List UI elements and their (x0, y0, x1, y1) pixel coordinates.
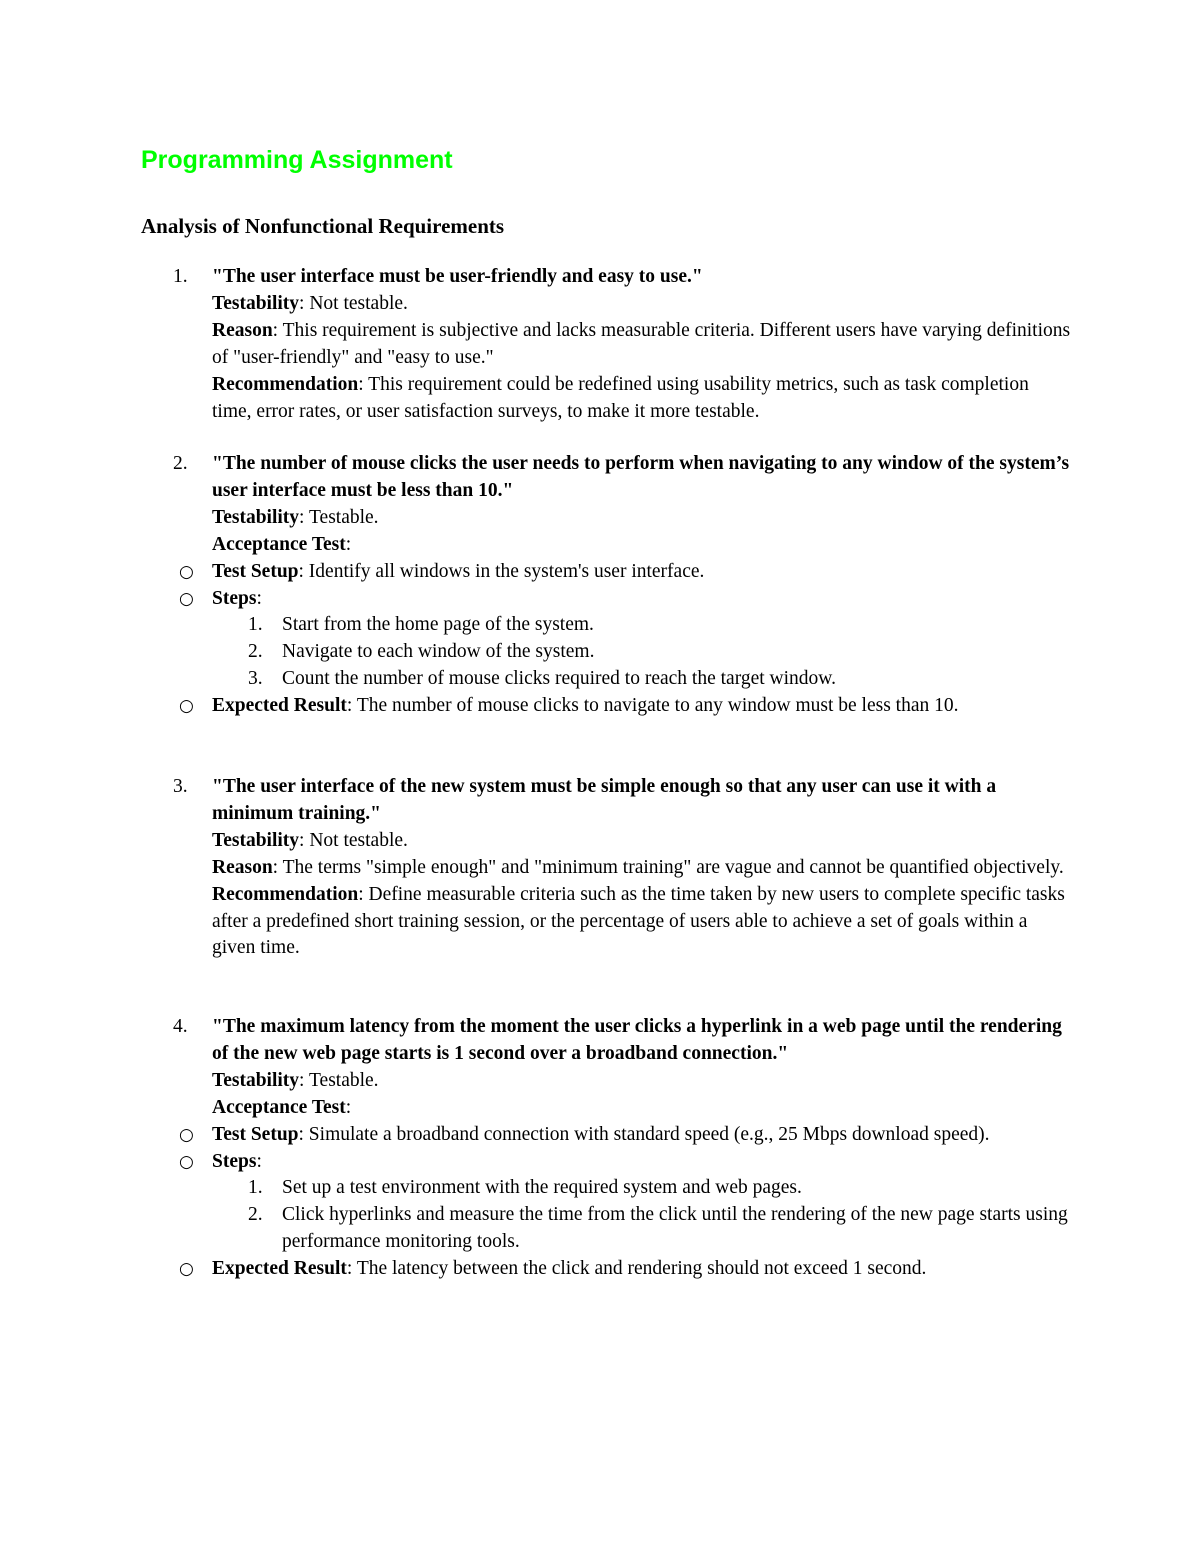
acceptance-test-colon: : (345, 533, 352, 555)
steps-bullet (141, 586, 1072, 613)
reason-label: Reason (212, 319, 273, 341)
recommendation-text: : This requirement could be redefined using usability metrics, such as task completion time, error rates, or user satisfaction surveys, to make it more testable. (212, 373, 1029, 422)
testability-value: : Not testable. (299, 292, 408, 314)
test-setup-text: : Identify all windows in the system's user interface. (298, 560, 705, 582)
acceptance-test-line (212, 1095, 1072, 1122)
expected-result-text: : The number of mouse clicks to navigate to any window must be less than 10. (346, 695, 959, 717)
circle-bullet-icon: ○ (179, 1259, 194, 1280)
testability-line (212, 1068, 1072, 1095)
testability-label: Testability (212, 506, 300, 528)
acceptance-test-label: Acceptance Test (212, 533, 346, 555)
expected-result-label: Expected Result (212, 695, 347, 717)
test-setup-label: Test Setup (212, 1123, 299, 1145)
steps-colon: : (256, 1150, 262, 1172)
testability-label: Testability (212, 1069, 300, 1091)
test-setup-text: : Simulate a broadband connection with standard speed (e.g., 25 Mbps download speed). (298, 1123, 990, 1145)
document-title: Programming Assignment (141, 146, 453, 174)
step-text: Navigate to each window of the system. (282, 641, 595, 663)
item-number: 2. (173, 453, 188, 474)
requirement-item-4 (173, 1014, 1072, 1283)
acceptance-test-line (212, 532, 1072, 559)
circle-bullet-icon: ○ (179, 561, 194, 582)
reason-line (212, 318, 1072, 372)
circle-bullet-icon: ○ (179, 1124, 194, 1145)
step-number: 2. (248, 641, 263, 663)
acceptance-test-colon: : (345, 1096, 352, 1118)
requirement-quote: "The user interface of the new system must be simple enough so that any user can use it with a minimum training." (212, 776, 997, 824)
expected-result-text: : The latency between the click and rendering should not exceed 1 second. (346, 1258, 927, 1280)
requirement-item-2 (173, 451, 1072, 720)
circle-bullet-icon: ○ (179, 588, 194, 609)
recommendation-line (212, 882, 1072, 963)
recommendation-text: : Define measurable criteria such as the time taken by new users to complete specific tasks after a predefined short training session, or the percentage of users able to achieve a set of goals within a given time. (212, 883, 1065, 959)
reason-text: : This requirement is subjective and lacks measurable criteria. Different users have varying definitions of "user-friendly" and "easy to use." (212, 319, 1071, 368)
circle-bullet-icon: ○ (179, 1151, 194, 1172)
step-item (141, 639, 1072, 666)
testability-value: : Testable. (299, 506, 379, 528)
step-number: 1. (248, 614, 263, 636)
item-number: 4. (173, 1016, 188, 1037)
test-setup-label: Test Setup (212, 560, 299, 582)
step-text: Start from the home page of the system. (282, 614, 594, 636)
step-number: 1. (248, 1177, 263, 1199)
section-heading: Analysis of Nonfunctional Requirements (141, 214, 505, 238)
test-setup-bullet (141, 559, 1072, 586)
testability-value: : Testable. (299, 1069, 379, 1091)
testability-line (212, 291, 1072, 318)
requirement-quote: "The number of mouse clicks the user needs to perform when navigating to any window of the system’s user interface must be less than 10." (212, 453, 1070, 501)
requirement-item-3 (173, 774, 1072, 962)
circle-bullet-icon: ○ (179, 696, 194, 717)
reason-text: : The terms "simple enough" and "minimum training" are vague and cannot be quantified objectively. (272, 856, 1064, 878)
step-item (141, 612, 1072, 639)
testability-label: Testability (212, 292, 300, 314)
steps-label: Steps (212, 1150, 257, 1172)
recommendation-line (212, 372, 1072, 426)
reason-label: Reason (212, 856, 273, 878)
steps-label: Steps (212, 587, 257, 609)
steps-colon: : (256, 587, 262, 609)
step-item (141, 666, 1072, 693)
step-item (141, 1175, 1072, 1202)
step-text: Set up a test environment with the required system and web pages. (282, 1177, 802, 1199)
testability-line (212, 828, 1072, 855)
expected-result-bullet (141, 693, 1072, 720)
item-number: 3. (173, 776, 188, 797)
testability-value: : Not testable. (299, 829, 408, 851)
reason-line (212, 855, 1072, 882)
requirement-quote: "The user interface must be user-friendly and easy to use." (212, 266, 703, 287)
expected-result-bullet (141, 1256, 1072, 1283)
step-text: Count the number of mouse clicks required to reach the target window. (282, 668, 836, 690)
step-item (141, 1202, 1072, 1256)
item-number: 1. (173, 266, 188, 287)
requirement-item-1 (173, 264, 1072, 425)
steps-bullet (141, 1149, 1072, 1176)
acceptance-test-label: Acceptance Test (212, 1096, 346, 1118)
recommendation-label: Recommendation (212, 373, 359, 395)
step-number: 2. (248, 1204, 263, 1226)
requirement-quote: "The maximum latency from the moment the user clicks a hyperlink in a web page until the rendering of the new web page starts is 1 second over a broadband connection." (212, 1016, 1062, 1064)
test-setup-bullet (141, 1122, 1072, 1149)
step-text: Click hyperlinks and measure the time from the click until the rendering of the new page starts using performance monitoring tools. (282, 1204, 1068, 1253)
step-number: 3. (248, 668, 263, 690)
testability-line (212, 505, 1072, 532)
expected-result-label: Expected Result (212, 1258, 347, 1280)
testability-label: Testability (212, 829, 300, 851)
recommendation-label: Recommendation (212, 883, 359, 905)
